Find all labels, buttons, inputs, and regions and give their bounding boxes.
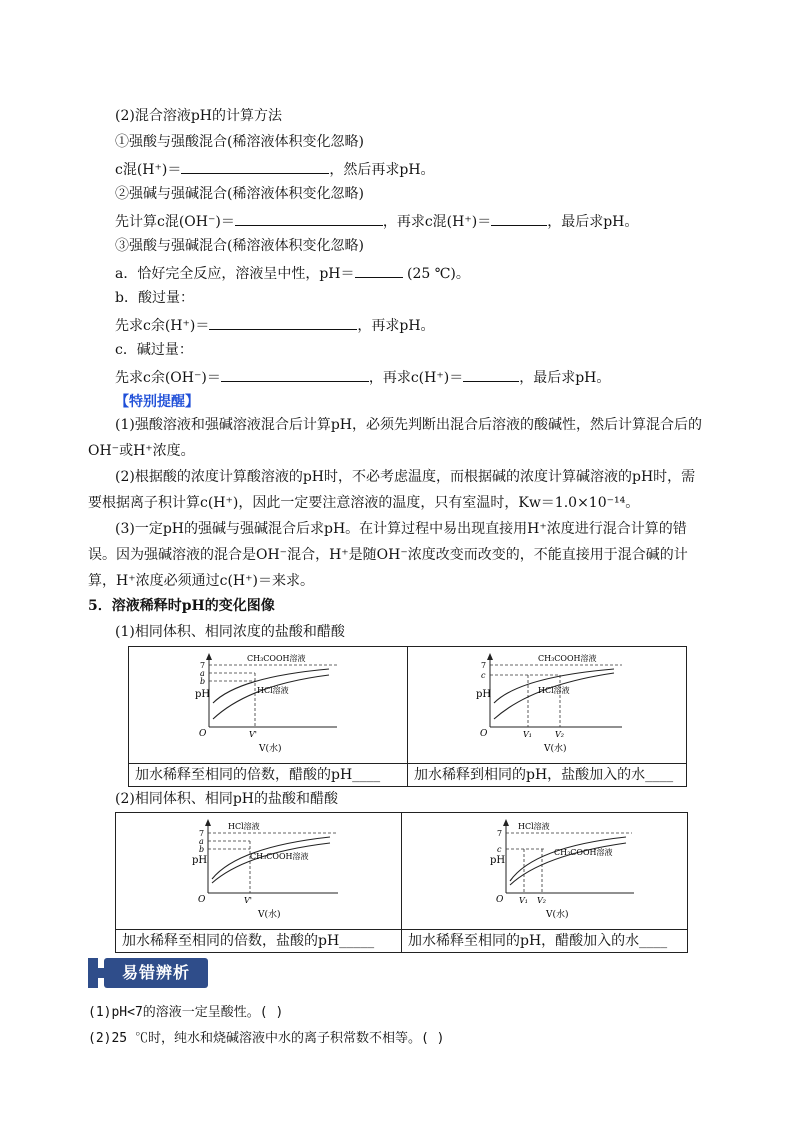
curve-label: HCl溶液 <box>257 686 289 695</box>
case3-b-title: b．酸过量： <box>115 290 194 306</box>
section-banner <box>88 958 208 988</box>
curve-label: HCl溶液 <box>518 822 550 831</box>
tick-label: 7 <box>200 661 206 670</box>
figure-cell <box>408 647 687 764</box>
section-heading: 5．溶液稀释时pH的变化图像 <box>88 598 275 614</box>
answer-blank <box>235 211 383 226</box>
origin-label: O <box>199 729 207 739</box>
curve-label: HCl溶液 <box>228 822 260 831</box>
y-axis-label: pH <box>476 689 492 700</box>
question-item: (2)25 ℃时，纯水和烧碱溶液中水的离子积常数不相等。( ) <box>88 1031 445 1046</box>
subsection-heading: (2)相同体积、相同pH的盐酸和醋酸 <box>115 791 339 807</box>
figure-caption: 加水稀释至相同的倍数，醋酸的pH____ <box>129 764 408 787</box>
case2-formula: 先计算c混(OH⁻)＝ ，再求c混(H⁺)＝ ，最后求pH。 <box>115 211 638 231</box>
tip-paragraph: (1)强酸溶液和强碱溶液混合后计算pH，必须先判断出混合后溶液的酸碱性，然后计算混合后的OH⁻或H⁺浓度。 <box>88 417 702 459</box>
curve-label: CH₃COOH溶液 <box>554 848 613 857</box>
case3-title: ③强酸与强碱混合(稀溶液体积变化忽略) <box>115 238 364 254</box>
curve-label: CH₃COOH溶液 <box>250 852 309 861</box>
tick-label: b <box>199 845 205 854</box>
tick-label: 7 <box>481 661 487 670</box>
banner-label: 易错辨析 <box>104 958 208 988</box>
y-axis-label: pH <box>195 689 211 700</box>
tick-label: a <box>199 837 204 846</box>
case3-a: a．恰好完全反应，溶液呈中性，pH＝ (25 ℃)。 <box>115 263 470 283</box>
figure-caption: 加水稀释到相同的pH，盐酸加入的水____ <box>408 764 687 787</box>
figure-cell <box>116 813 402 930</box>
tip-paragraph: (3)一定pH的强碱与强碱混合后求pH。在计算过程中易出现直接用H⁺浓度进行混合计算的错误。因为强碱溶液的混合是OH⁻混合，H⁺是随OH⁻浓度改变而改变的，不能直接用于混合碱的计算，H⁺浓度必须通过c(H⁺)＝来求。 <box>88 521 688 589</box>
x-tick-label: V₁ <box>519 896 528 905</box>
ph-dilution-graph <box>129 647 407 759</box>
answer-blank <box>355 263 403 278</box>
origin-label: O <box>496 895 504 905</box>
ph-dilution-graph <box>116 813 401 925</box>
x-tick-label: V' <box>244 896 252 905</box>
answer-blank <box>221 367 369 382</box>
subsection-heading: (1)相同体积、相同浓度的盐酸和醋酸 <box>115 624 345 640</box>
question-item: (1)pH<7的溶液一定呈酸性。( ) <box>88 1005 284 1020</box>
ph-dilution-graph <box>402 813 687 925</box>
tick-label: c <box>481 671 486 680</box>
x-tick-label: V₂ <box>555 730 564 739</box>
case3-b-formula: 先求c余(H⁺)＝ ，再求pH。 <box>115 315 435 335</box>
figure-table <box>128 646 687 787</box>
x-axis-label: V(水) <box>546 910 569 920</box>
x-axis-label: V(水) <box>258 910 281 920</box>
case1-formula: c混(H⁺)＝ ，然后再求pH。 <box>115 159 435 179</box>
figure-caption: 加水稀释至相同的pH，醋酸加入的水____ <box>402 930 688 953</box>
tick-label: a <box>200 669 205 678</box>
origin-label: O <box>480 729 488 739</box>
curve-label: HCl溶液 <box>538 686 570 695</box>
tick-label: 7 <box>497 829 503 838</box>
section-heading: (2)混合溶液pH的计算方法 <box>115 108 283 124</box>
tick-label: b <box>200 677 206 686</box>
tip-paragraph: (2)根据酸的浓度计算酸溶液的pH时，不必考虑温度，而根据碱的浓度计算碱溶液的pH时，需要根据离子积计算c(H⁺)，因此一定要注意溶液的温度，只有室温时，Kw＝1.0×10⁻¹⁴。 <box>88 469 696 511</box>
curve-label: CH₃COOH溶液 <box>538 654 597 663</box>
figure-table <box>115 812 688 953</box>
tips-title: 【特别提醒】 <box>115 394 199 410</box>
x-tick-label: V' <box>249 730 257 739</box>
x-axis-label: V(水) <box>259 744 282 754</box>
answer-blank <box>463 367 519 382</box>
figure-cell <box>129 647 408 764</box>
tick-label: 7 <box>199 829 205 838</box>
case3-c-formula: 先求c余(OH⁻)＝ ，再求c(H⁺)＝ ，最后求pH。 <box>115 367 610 387</box>
origin-label: O <box>198 895 206 905</box>
answer-blank <box>209 315 357 330</box>
x-tick-label: V₁ <box>523 730 532 739</box>
case3-c-title: c．碱过量： <box>115 342 193 358</box>
answer-blank <box>181 159 329 174</box>
curve-label: CH₃COOH溶液 <box>247 654 306 663</box>
tick-label: c <box>497 845 502 854</box>
x-tick-label: V₂ <box>537 896 546 905</box>
figure-cell <box>402 813 688 930</box>
y-axis-label: pH <box>192 855 208 866</box>
y-axis-label: pH <box>490 855 506 866</box>
case2-title: ②强碱与强碱混合(稀溶液体积变化忽略) <box>115 186 364 202</box>
ph-dilution-graph <box>408 647 686 759</box>
case1-title: ①强酸与强酸混合(稀溶液体积变化忽略) <box>115 134 364 150</box>
x-axis-label: V(水) <box>544 744 567 754</box>
figure-caption: 加水稀释至相同的倍数，盐酸的pH_____ <box>116 930 402 953</box>
answer-blank <box>491 211 547 226</box>
